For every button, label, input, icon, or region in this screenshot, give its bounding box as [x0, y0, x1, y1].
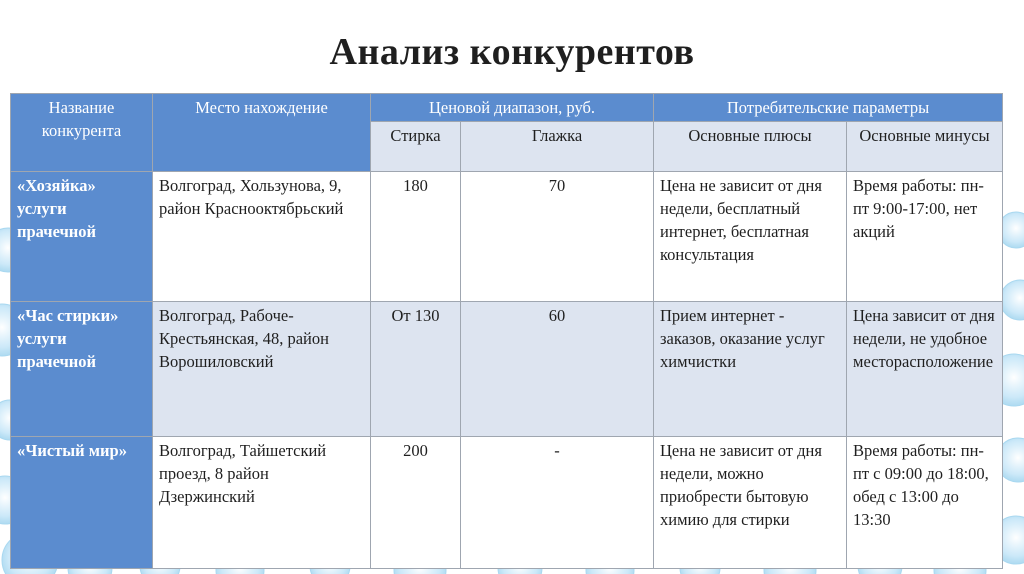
competitor-table [10, 93, 1003, 569]
cons-cell: Цена зависит от дня недели, не удобное месторасположение [847, 302, 1003, 437]
competitor-location: Волгоград, Рабоче-Крестьянская, 48, район Ворошиловский [153, 302, 371, 437]
pros-cell: Цена не зависит от дня недели, можно приобрести бытовую химию для стирки [654, 437, 847, 569]
ironing-price: 70 [461, 172, 654, 302]
table-row [11, 172, 1003, 302]
header-consumer-params: Потребительские параметры [654, 94, 1003, 122]
subheader-pros: Основные плюсы [654, 122, 847, 172]
subheader-cons: Основные минусы [847, 122, 1003, 172]
subheader-washing: Стирка [371, 122, 461, 172]
washing-price: 180 [371, 172, 461, 302]
washing-price: От 130 [371, 302, 461, 437]
cons-cell: Время работы: пн-пт 9:00-17:00, нет акций [847, 172, 1003, 302]
header-location: Место нахождение [153, 94, 371, 172]
header-price-range: Ценовой диапазон, руб. [371, 94, 654, 122]
table-row [11, 302, 1003, 437]
pros-cell: Цена не зависит от дня недели, бесплатный интернет, бесплатная консультация [654, 172, 847, 302]
table-row [11, 437, 1003, 569]
page-title: Анализ конкурентов [329, 31, 695, 73]
ironing-price: 60 [461, 302, 654, 437]
competitor-name: «Чистый мир» [11, 437, 153, 569]
cons-cell: Время работы: пн-пт с 09:00 до 18:00, обед с 13:00 до 13:30 [847, 437, 1003, 569]
competitor-name: «Хозяйка» услуги прачечной [11, 172, 153, 302]
competitor-location: Волгоград, Хользунова, 9, район Краснооктябрьский [153, 172, 371, 302]
competitor-name: «Час стирки» услуги прачечной [11, 302, 153, 437]
header-name: Название конкурента [11, 94, 153, 172]
ironing-price: - [461, 437, 654, 569]
washing-price: 200 [371, 437, 461, 569]
competitor-location: Волгоград, Тайшетский проезд, 8 район Дзержинский [153, 437, 371, 569]
subheader-ironing: Глажка [461, 122, 654, 172]
pros-cell: Прием интернет - заказов, оказание услуг химчистки [654, 302, 847, 437]
